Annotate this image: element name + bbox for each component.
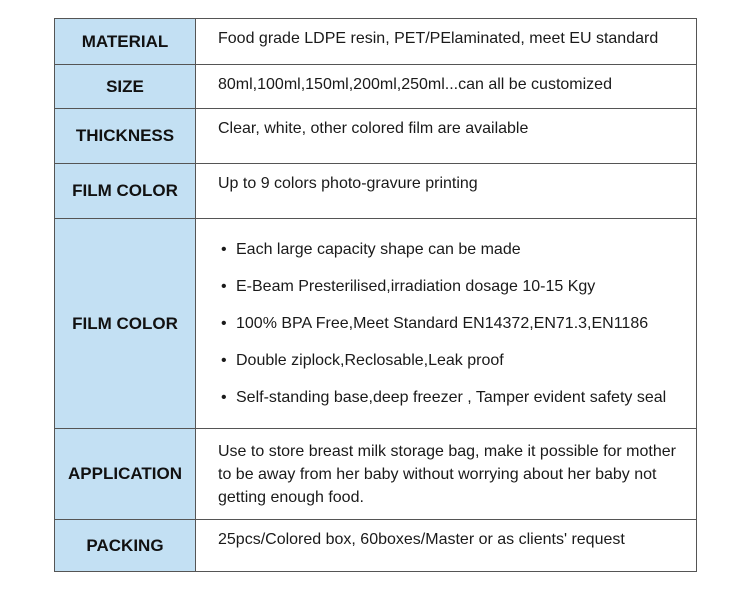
feature-text: Self-standing base,deep freezer , Tamper evident safety seal — [236, 389, 667, 406]
row-label-application: APPLICATION — [55, 429, 196, 520]
list-item — [221, 238, 686, 261]
row-value-material: Food grade LDPE resin, PET/PElaminated, meet EU standard — [196, 19, 697, 65]
table-row — [55, 219, 697, 429]
row-value-packing: 25pcs/Colored box, 60boxes/Master or as clients' request — [196, 520, 697, 572]
row-label-film-color-features: FILM COLOR — [55, 219, 196, 429]
row-label-packing: PACKING — [55, 520, 196, 572]
bullet-icon: • — [221, 241, 227, 258]
bullet-icon: • — [221, 278, 227, 295]
table-row — [55, 164, 697, 219]
feature-text: Double ziplock,Reclosable,Leak proof — [236, 352, 504, 369]
row-value-film-color: Up to 9 colors photo-gravure printing — [196, 164, 697, 219]
row-label-film-color: FILM COLOR — [55, 164, 196, 219]
list-item — [221, 275, 686, 298]
row-label-size: SIZE — [55, 65, 196, 109]
feature-list — [218, 238, 686, 409]
feature-text: Each large capacity shape can be made — [236, 241, 521, 258]
feature-text: 100% BPA Free,Meet Standard EN14372,EN71.3,EN1186 — [236, 315, 649, 332]
bullet-icon: • — [221, 389, 227, 406]
row-value-features — [196, 219, 697, 429]
list-item — [221, 349, 686, 372]
table-row — [55, 109, 697, 164]
table-row — [55, 520, 697, 572]
table-row — [55, 65, 697, 109]
table-row — [55, 19, 697, 65]
row-label-thickness: THICKNESS — [55, 109, 196, 164]
table-row — [55, 429, 697, 520]
row-value-thickness: Clear, white, other colored film are available — [196, 109, 697, 164]
list-item — [221, 312, 686, 335]
row-label-material: MATERIAL — [55, 19, 196, 65]
bullet-icon: • — [221, 352, 227, 369]
feature-text: E-Beam Presterilised,irradiation dosage 10-15 Kgy — [236, 278, 596, 295]
list-item — [221, 386, 686, 409]
row-value-application: Use to store breast milk storage bag, make it possible for mother to be away from her baby without worrying about her baby not getting enough food. — [196, 429, 697, 520]
bullet-icon: • — [221, 315, 227, 332]
row-value-size: 80ml,100ml,150ml,200ml,250ml...can all be customized — [196, 65, 697, 109]
product-spec-table — [54, 18, 697, 572]
